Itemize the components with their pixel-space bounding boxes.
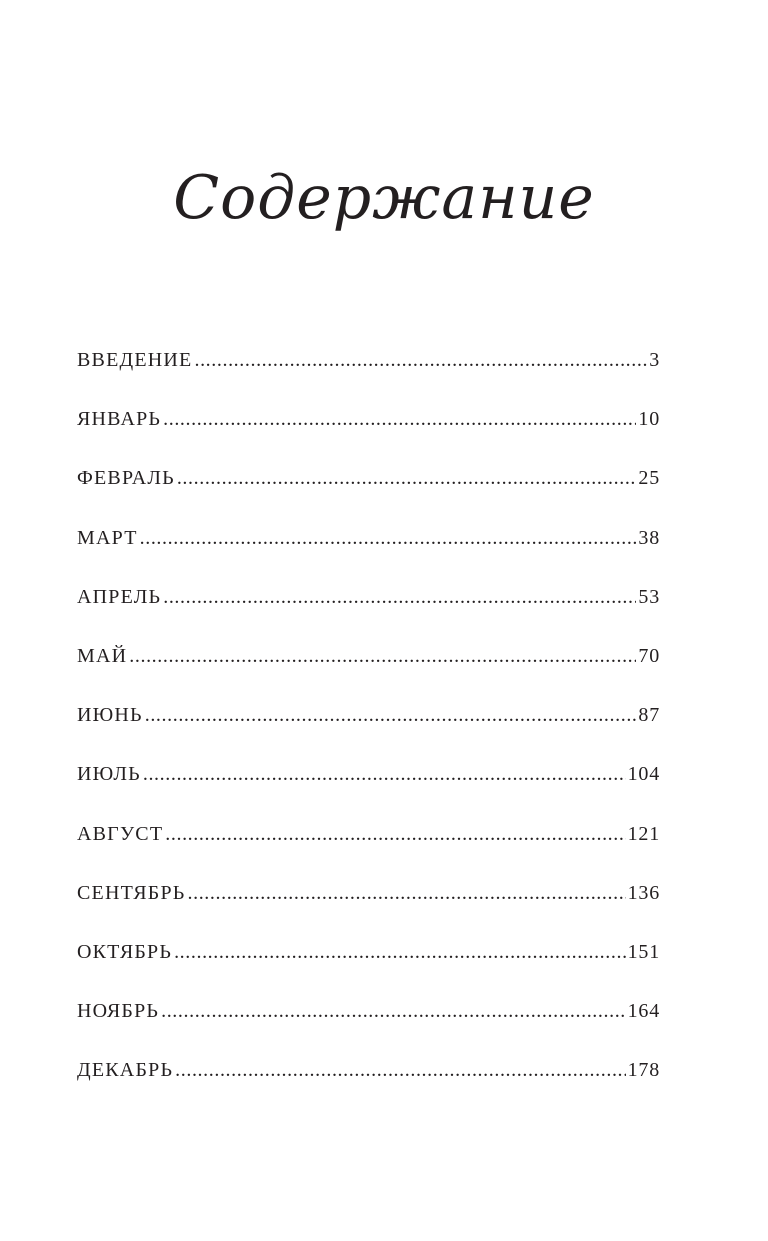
toc-entry-august[interactable] bbox=[77, 815, 660, 874]
toc-entry-october[interactable] bbox=[77, 933, 660, 992]
toc-entry-label: СЕНТЯБРЬ bbox=[77, 881, 186, 904]
dot-leader bbox=[143, 755, 626, 793]
dot-leader bbox=[175, 1051, 625, 1089]
toc-entry-page-number: 25 bbox=[638, 467, 660, 490]
toc-entry-page-number: 151 bbox=[627, 940, 660, 963]
dot-leader bbox=[145, 696, 637, 734]
toc-entry-july[interactable] bbox=[77, 755, 660, 814]
toc-entry-label: ДЕКАБРЬ bbox=[77, 1059, 174, 1082]
toc-entry-label: НОЯБРЬ bbox=[77, 1000, 160, 1023]
toc-entry-april[interactable] bbox=[77, 578, 660, 637]
toc-entry-january[interactable] bbox=[77, 400, 660, 459]
dot-leader bbox=[177, 459, 637, 497]
toc-entry-label: АВГУСТ bbox=[77, 822, 164, 845]
table-of-contents bbox=[77, 341, 660, 1110]
dot-leader bbox=[163, 578, 636, 616]
page-title: Содержание bbox=[173, 163, 595, 233]
toc-entry-page-number: 10 bbox=[638, 408, 660, 431]
toc-entry-introduction[interactable] bbox=[77, 341, 660, 400]
dot-leader bbox=[140, 519, 637, 557]
dot-leader bbox=[161, 992, 626, 1030]
toc-entry-page-number: 164 bbox=[627, 1000, 660, 1023]
toc-entry-label: ВВЕДЕНИЕ bbox=[77, 349, 193, 371]
dot-leader bbox=[174, 933, 626, 971]
toc-entry-label: ИЮЛЬ bbox=[77, 763, 141, 786]
dot-leader bbox=[194, 341, 647, 379]
toc-entry-label: ФЕВРАЛЬ bbox=[77, 467, 175, 490]
toc-entry-september[interactable] bbox=[77, 874, 660, 933]
toc-entry-label: ИЮНЬ bbox=[77, 704, 143, 727]
toc-entry-page-number: 121 bbox=[627, 822, 660, 845]
toc-entry-label: АПРЕЛЬ bbox=[77, 585, 162, 608]
toc-entry-june[interactable] bbox=[77, 696, 660, 755]
toc-entry-label: ОКТЯБРЬ bbox=[77, 940, 173, 963]
toc-entry-november[interactable] bbox=[77, 992, 660, 1051]
toc-entry-may[interactable] bbox=[77, 637, 660, 696]
toc-entry-label: МАРТ bbox=[77, 526, 138, 549]
toc-entry-page-number: 136 bbox=[627, 881, 660, 904]
toc-entry-page-number: 178 bbox=[627, 1059, 660, 1082]
toc-entry-february[interactable] bbox=[77, 459, 660, 518]
dot-leader bbox=[163, 400, 636, 438]
dot-leader bbox=[129, 637, 636, 675]
toc-entry-page-number: 38 bbox=[638, 526, 660, 549]
dot-leader bbox=[165, 815, 625, 853]
toc-entry-page-number: 53 bbox=[638, 585, 660, 608]
toc-entry-page-number: 87 bbox=[638, 704, 660, 727]
dot-leader bbox=[188, 874, 626, 912]
toc-entry-march[interactable] bbox=[77, 519, 660, 578]
toc-entry-label: МАЙ bbox=[77, 644, 128, 667]
toc-entry-page-number: 104 bbox=[627, 763, 660, 786]
toc-entry-december[interactable] bbox=[77, 1051, 660, 1110]
toc-entry-page-number: 3 bbox=[649, 349, 660, 371]
toc-entry-page-number: 70 bbox=[638, 644, 660, 667]
toc-entry-label: ЯНВАРЬ bbox=[77, 408, 162, 431]
